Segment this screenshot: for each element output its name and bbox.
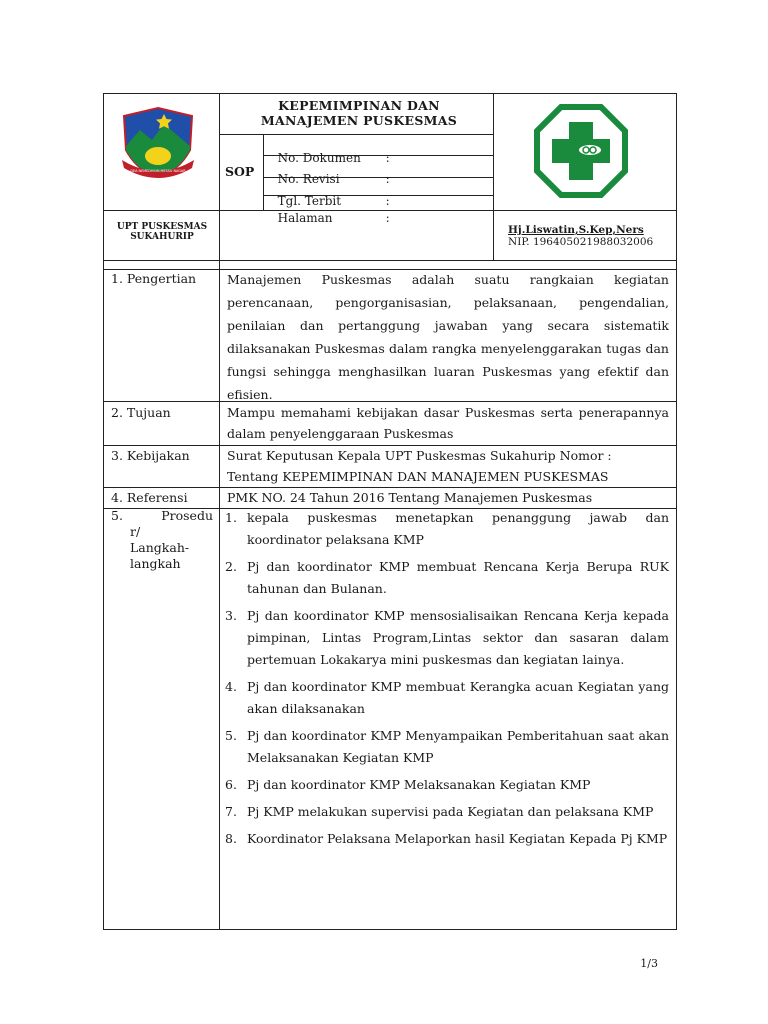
list-item <box>225 605 669 671</box>
document-title: KEPEMIMPINAN DAN MANAJEMEN PUSKESMAS <box>260 98 458 128</box>
org-name <box>108 222 216 242</box>
signer-nip: NIP. 196405021988032006 <box>508 236 654 248</box>
list-item <box>225 556 669 600</box>
step-text: Pj dan koordinator KMP membuat Rencana Kerja Berupa RUK tahunan dan Bulanan. <box>247 559 669 596</box>
prosedur-label-a: Prosedu <box>161 508 213 523</box>
step-number: 4. <box>225 679 237 694</box>
tujuan-label: 2. Tujuan <box>111 405 171 420</box>
issue-date-sep: : <box>385 194 390 208</box>
signer-name: Hj.Liswatin,S.Kep,Ners <box>508 224 644 236</box>
pengertian-text: Manajemen Puskesmas adalah suatu rangkaian kegiatan perencanaan, pengorganisasian, pelaksanaan, pengendalian, penilaian dan pertanggung jawaban yang secara sistematik dilaksanakan Puskesmas dalam rangka menyelenggarakan tugas dan fungsi sehingga menghasilkan luaran Puskesmas yang efektif dan efisien. <box>227 272 669 402</box>
step-number: 5. <box>225 728 237 743</box>
step-number: 6. <box>225 777 237 792</box>
prosedur-label-b: r/ <box>130 524 141 539</box>
list-item <box>225 507 669 551</box>
kebijakan-line-1: Surat Keputusan Kepala UPT Puskesmas Sukahurip Nomor : <box>227 448 612 463</box>
referensi-label: 4. Referensi <box>111 490 188 505</box>
step-text: Pj dan koordinator KMP Menyampaikan Pemberitahuan saat akan Melaksanakan Kegiatan KMP <box>247 728 669 765</box>
puskesmas-logo <box>534 104 628 198</box>
step-number: 1. <box>225 510 237 525</box>
prosedur-label-d: langkah <box>130 556 181 571</box>
step-number: 7. <box>225 804 237 819</box>
sop-label: SOP <box>225 164 255 179</box>
prosedur-label-num: 5. <box>111 508 123 523</box>
regency-crest-logo <box>118 106 198 180</box>
page-sep: : <box>385 211 390 225</box>
list-item <box>225 774 669 796</box>
step-text: Pj dan koordinator KMP membuat Kerangka acuan Kegiatan yang akan dilaksanakan <box>247 679 669 716</box>
step-text: Pj KMP melakukan supervisi pada Kegiatan dan pelaksana KMP <box>247 804 654 819</box>
list-item <box>225 676 669 720</box>
step-text: Koordinator Pelaksana Melaporkan hasil Kegiatan Kepada Pj KMP <box>247 831 668 846</box>
step-text: Pj dan koordinator KMP Melaksanakan Kegiatan KMP <box>247 777 591 792</box>
kebijakan-line-2: Tentang KEPEMIMPINAN DAN MANAJEMEN PUSKESMAS <box>227 469 609 484</box>
org-line-2: SUKAHURIP <box>130 232 194 242</box>
revision-sep: : <box>385 172 390 186</box>
revision-label: No. Revisi <box>277 172 340 186</box>
referensi-text: PMK NO. 24 Tahun 2016 Tentang Manajemen Puskesmas <box>227 490 593 505</box>
step-number: 8. <box>225 831 237 846</box>
prosedur-steps <box>225 507 669 855</box>
page-row <box>270 197 390 225</box>
tujuan-text: Mampu memahami kebijakan dasar Puskesmas serta penerapannya dalam penyelenggaraan Puskesmas <box>227 405 669 441</box>
doc-number-sep: : <box>385 151 390 165</box>
kebijakan-label: 3. Kebijakan <box>111 448 190 463</box>
issue-date-label: Tgl. Terbit <box>277 194 342 208</box>
page-number: 1/3 <box>640 957 658 970</box>
step-text: kepala puskesmas menetapkan penanggung jawab dan koordinator pelaksana KMP <box>247 510 669 547</box>
pengertian-label: 1. Pengertian <box>111 271 197 286</box>
list-item <box>225 725 669 769</box>
crest-motto: DEA NEMEDHIUN MESSU NAGAR <box>130 169 186 173</box>
list-item <box>225 828 669 850</box>
prosedur-label <box>111 508 213 572</box>
step-number: 3. <box>225 608 237 623</box>
doc-number-label: No. Dokumen <box>277 151 361 165</box>
list-item <box>225 801 669 823</box>
prosedur-label-c: Langkah- <box>130 540 190 555</box>
page-label: Halaman <box>277 211 333 225</box>
step-text: Pj dan koordinator KMP mensosialisaikan Rencana Kerja kepada pimpinan, Lintas Program,Lintas sektor dan sasaran dalam pertemuan Lokakarya mini puskesmas dan kegiatan lainya. <box>247 608 669 667</box>
org-line-1: UPT PUSKESMAS <box>116 222 208 232</box>
step-number: 2. <box>225 559 237 574</box>
